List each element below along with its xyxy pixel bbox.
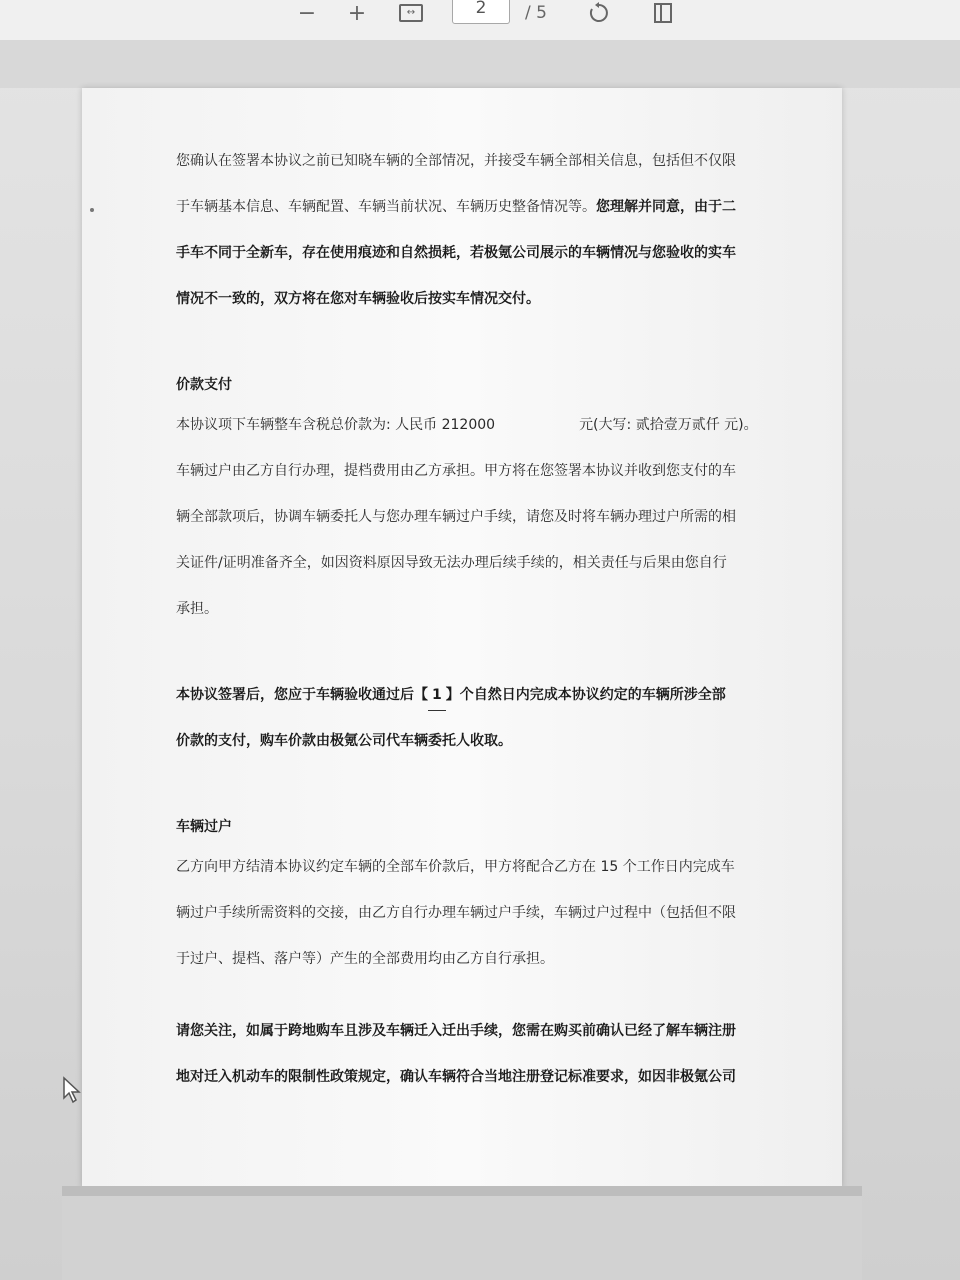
zoom-in-button[interactable] (342, 0, 372, 26)
para3-value: 1 (428, 680, 446, 711)
para3-prefix: 本协议签署后，您应于车辆验收通过后【 (176, 687, 428, 703)
fit-width-icon: ↔ (399, 4, 423, 22)
page-number-input[interactable] (452, 0, 510, 24)
price-suffix: 元(大写: 贰拾壹万贰仟 元)。 (579, 417, 758, 433)
mouse-pointer-icon (62, 1076, 82, 1104)
minus-icon: − (297, 0, 317, 26)
para4-line1: 乙方向甲方结清本协议约定车辆的全部车价款后，甲方将配合乙方在 15 个工作日内完成车 (176, 859, 735, 875)
para5-line2: 地对迁入机动车的限制性政策规定，确认车辆符合当地注册登记标准要求，如因非极氪公司 (176, 1069, 736, 1085)
para2-line3: 关证件/证明准备齐全，如因资料原因导致无法办理后续手续的，相关责任与后果由您自行 (176, 555, 727, 571)
para3-line2: 价款的支付，购车价款由极氪公司代车辆委托人收取。 (176, 733, 512, 749)
para4-line3: 于过户、提档、落户等）产生的全部费用均由乙方自行承担。 (176, 951, 554, 967)
rotate-button[interactable] (584, 0, 614, 26)
document-page (82, 88, 842, 1188)
para3-line1 (176, 680, 776, 726)
para1-line2-bold: 您理解并同意，由于二 (596, 199, 736, 215)
para1-line2 (176, 192, 776, 238)
rotate-icon (587, 1, 611, 25)
fit-width-button[interactable] (396, 0, 426, 26)
page-total: / 5 (525, 3, 547, 23)
page-content (176, 146, 776, 1108)
spacer (176, 990, 776, 1016)
para2-line1 (176, 456, 776, 502)
pdf-toolbar (0, 0, 960, 41)
spacer (176, 330, 776, 370)
para2-line2: 辆全部款项后，协调车辆委托人与您办理车辆过户手续，请您及时将车辆办理过户所需的相 (176, 509, 736, 525)
dust-mark (90, 208, 94, 212)
para2-bold-start: 车辆过户由乙方自行办理，提档费用由乙方承担。 (176, 463, 484, 479)
plus-icon: + (347, 0, 367, 26)
para1-line1: 您确认在签署本协议之前已知晓车辆的全部情况，并接受车辆全部相关信息，包括但不仅限 (176, 153, 736, 169)
para1-line3: 手车不同于全新车，存在使用痕迹和自然损耗，若极氪公司展示的车辆情况与您验收的实车 (176, 245, 736, 261)
para1-line4: 情况不一致的，双方将在您对车辆验收后按实车情况交付。 (176, 291, 540, 307)
viewer-lower-background (62, 1196, 862, 1280)
zoom-out-button[interactable] (292, 0, 322, 26)
price-prefix: 本协议项下车辆整车含税总价款为: 人民币 212000 (176, 417, 496, 433)
page-view-button[interactable] (648, 0, 678, 26)
spacer (176, 772, 776, 812)
viewer-background (0, 40, 960, 88)
para5-line1: 请您关注，如属于跨地购车且涉及车辆迁入迁出手续，您需在购买前确认已经了解车辆注册 (176, 1023, 736, 1039)
para2-line4: 承担。 (176, 601, 218, 617)
para4-line2: 辆过户手续所需资料的交接，由乙方自行办理车辆过户手续，车辆过户过程中（包括但不限 (176, 905, 736, 921)
page-view-icon (651, 1, 675, 25)
spacer (176, 640, 776, 680)
page-bottom-edge (62, 1186, 862, 1196)
para1-line2-normal: 于车辆基本信息、车辆配置、车辆当前状况、车辆历史整备情况等。 (176, 199, 596, 215)
heading-transfer: 车辆过户 (176, 819, 232, 835)
price-line (176, 410, 776, 456)
heading-payment: 价款支付 (176, 377, 232, 393)
para2-normal-start: 甲方将在您签署本协议并收到您支付的车 (484, 463, 736, 479)
para3-suffix: 】个自然日内完成本协议约定的车辆所涉全部 (445, 687, 726, 703)
